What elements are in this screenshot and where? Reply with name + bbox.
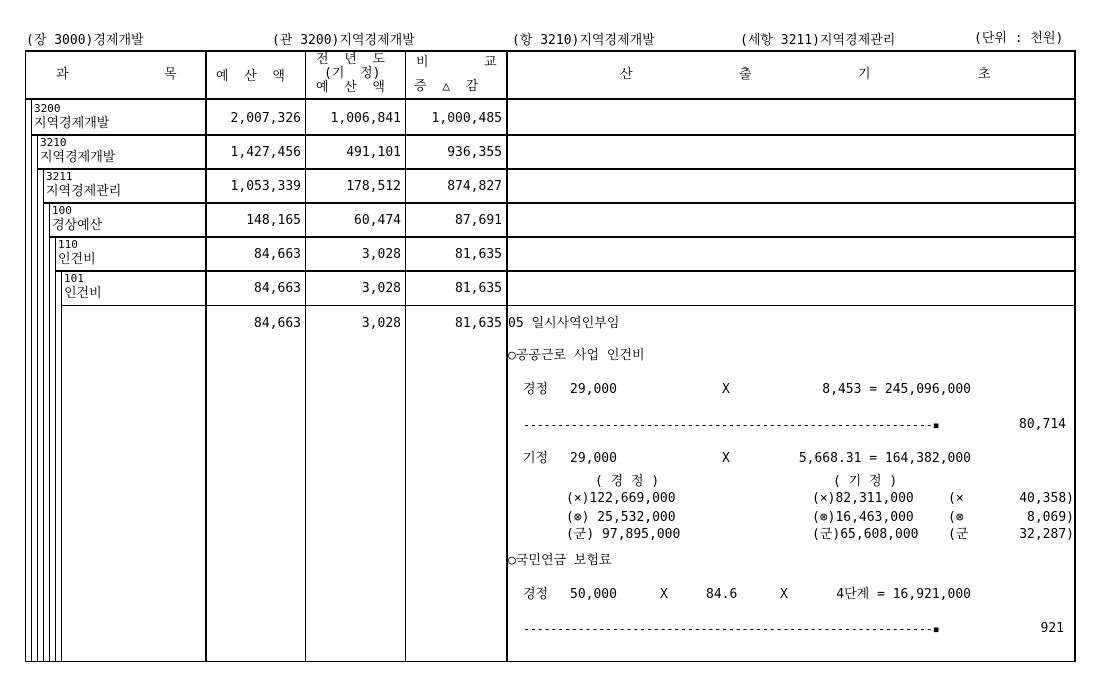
row-code: 3200 bbox=[34, 102, 61, 115]
indent-rule-2 bbox=[37, 135, 38, 662]
indent-rule-5 bbox=[55, 237, 56, 662]
row-sep-4 bbox=[49, 236, 1075, 238]
detail-title: 05 일시사역인부임 bbox=[508, 316, 620, 331]
col-sep-subject bbox=[205, 50, 207, 662]
row-diff: 936,355 bbox=[447, 145, 502, 160]
header-unit: (단위 : 천원) bbox=[974, 31, 1064, 46]
line1-total: 80,714 bbox=[1019, 417, 1066, 432]
row-prev: 178,512 bbox=[346, 179, 401, 194]
row-budget: 148,165 bbox=[246, 213, 301, 228]
dash-line-2: ------------------------------------------------------------▪ bbox=[523, 622, 940, 636]
sub-row-tag: (⊗ bbox=[948, 510, 964, 525]
sub-row-val: 8,069) bbox=[1027, 510, 1074, 525]
row-prev: 3,028 bbox=[361, 281, 401, 296]
row-diff: 87,691 bbox=[455, 213, 502, 228]
col-header-prev-1: 전 년 도 bbox=[316, 52, 385, 67]
col-header-prev-2: (기 정) bbox=[324, 66, 381, 81]
sub-row-right: (×)82,311,000 bbox=[812, 491, 914, 506]
row-budget: 84,663 bbox=[254, 281, 301, 296]
line1-b: 8,453 = 245,096,000 bbox=[822, 382, 971, 397]
row-sep-1 bbox=[31, 134, 1075, 136]
col-header-diff-2: 증 △ 감 bbox=[414, 79, 479, 94]
sub-head-left: ( 경 정 ) bbox=[595, 474, 660, 489]
line3-x1: X bbox=[660, 587, 668, 602]
line1-a: 29,000 bbox=[570, 382, 617, 397]
row-prev: 3,028 bbox=[361, 247, 401, 262]
line2-b: 5,668.31 = 164,382,000 bbox=[798, 451, 971, 466]
table-header-bottom-border bbox=[25, 98, 1075, 100]
row-budget: 84,663 bbox=[254, 247, 301, 262]
col-header-diff-1b: 교 bbox=[484, 55, 497, 70]
indent-rule-3 bbox=[43, 169, 44, 662]
row-code: 3211 bbox=[46, 170, 73, 183]
line3-b: 84.6 bbox=[706, 587, 738, 602]
row-name: 지역경제관리 bbox=[46, 184, 122, 199]
dash-line-1: ------------------------------------------------------------▪ bbox=[523, 418, 940, 432]
sub-row-tag: (× bbox=[948, 491, 964, 506]
line3-label: 경정 bbox=[523, 587, 549, 602]
row-diff: 81,635 bbox=[455, 247, 502, 262]
line3-total: 921 bbox=[1040, 621, 1064, 636]
row-code: 3210 bbox=[40, 136, 67, 149]
row-sep-5 bbox=[55, 270, 1075, 272]
indent-rule-4 bbox=[49, 203, 50, 662]
col-header-basis-3: 기 bbox=[858, 67, 871, 82]
row-name: 지역경제개발 bbox=[34, 116, 110, 131]
row-name: 경상예산 bbox=[52, 218, 103, 233]
col-header-subject-a: 과 bbox=[56, 67, 69, 82]
row-diff: 1,000,485 bbox=[431, 111, 502, 126]
line3-a: 50,000 bbox=[570, 587, 617, 602]
line3-c: 4단계 = 16,921,000 bbox=[836, 587, 971, 602]
line3-x2: X bbox=[780, 587, 788, 602]
col-sep-budget bbox=[305, 50, 306, 662]
line1-x: X bbox=[722, 382, 730, 397]
row-name: 인건비 bbox=[58, 252, 96, 267]
row-prev: 491,101 bbox=[346, 145, 401, 160]
header-gwan: (관 3200)지역경제개발 bbox=[272, 33, 415, 48]
sub-row-right: (⊗)16,463,000 bbox=[812, 510, 914, 525]
detail-prev: 3,028 bbox=[361, 316, 401, 331]
col-sep-prev bbox=[405, 50, 406, 662]
sub-row-left: (⊗) 25,532,000 bbox=[566, 510, 676, 525]
indent-rule-1 bbox=[31, 100, 32, 662]
detail-diff: 81,635 bbox=[455, 316, 502, 331]
detail-budget: 84,663 bbox=[254, 316, 301, 331]
line2-x: X bbox=[722, 451, 730, 466]
table-bottom-border bbox=[25, 661, 1075, 662]
sub-row-val: 40,358) bbox=[1019, 491, 1074, 506]
line1-label: 경정 bbox=[523, 382, 549, 397]
row-budget: 1,427,456 bbox=[230, 145, 301, 160]
header-sehang: (세항 3211)지역경제관리 bbox=[740, 33, 896, 48]
line2-label: 기정 bbox=[523, 451, 549, 466]
col-header-diff-1a: 비 bbox=[416, 55, 429, 70]
line2-a: 29,000 bbox=[570, 451, 617, 466]
row-code: 101 bbox=[64, 272, 84, 285]
item2-title: ○국민연금 보험료 bbox=[508, 553, 612, 568]
indent-rule-6 bbox=[61, 271, 62, 662]
row-diff: 874,827 bbox=[447, 179, 502, 194]
col-header-budget: 예 산 액 bbox=[216, 69, 285, 84]
item1-title: ○공공근로 사업 인건비 bbox=[508, 348, 645, 363]
table-top-border bbox=[25, 50, 1075, 52]
row-prev: 60,474 bbox=[354, 213, 401, 228]
sub-row-left: (×)122,669,000 bbox=[566, 491, 676, 506]
col-header-basis-2: 출 bbox=[739, 67, 752, 82]
row-name: 지역경제개발 bbox=[40, 150, 116, 165]
table-left-border bbox=[25, 50, 26, 662]
table-right-border bbox=[1074, 50, 1076, 662]
row-sep-2 bbox=[37, 168, 1075, 170]
row-budget: 2,007,326 bbox=[230, 111, 301, 126]
header-jang: (장 3000)경제개발 bbox=[26, 33, 144, 48]
row-code: 100 bbox=[52, 204, 72, 217]
row-diff: 81,635 bbox=[455, 281, 502, 296]
col-header-basis-4: 초 bbox=[978, 67, 991, 82]
row-name: 인건비 bbox=[64, 286, 102, 301]
sub-row-tag: (군 bbox=[948, 527, 969, 542]
sub-row-left: (군) 97,895,000 bbox=[566, 527, 681, 542]
sub-row-right: (군)65,608,000 bbox=[812, 527, 919, 542]
row-sep-6 bbox=[61, 305, 1075, 306]
row-budget: 1,053,339 bbox=[230, 179, 301, 194]
sub-row-val: 32,287) bbox=[1019, 527, 1074, 542]
sub-head-right: ( 기 정 ) bbox=[833, 474, 898, 489]
row-code: 110 bbox=[58, 238, 78, 251]
col-header-subject-b: 목 bbox=[164, 67, 177, 82]
col-header-prev-3: 예 산 액 bbox=[316, 80, 385, 95]
col-header-basis-1: 산 bbox=[620, 67, 633, 82]
header-hang: (항 3210)지역경제개발 bbox=[512, 33, 655, 48]
row-sep-3 bbox=[43, 202, 1075, 204]
row-prev: 1,006,841 bbox=[330, 111, 401, 126]
